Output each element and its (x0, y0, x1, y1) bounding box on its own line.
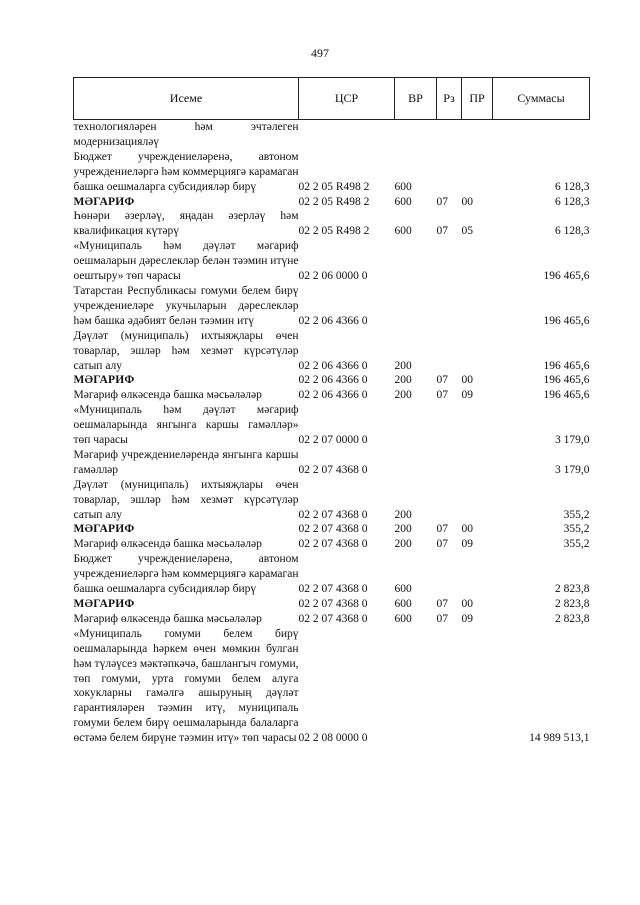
cell-name: Мәгариф өлкәсендә башка мәсьәләләр (73, 389, 262, 402)
cell-pr: 05 (461, 225, 473, 238)
cell-name: «Муниципаль һәм дәүләт мәгариф оешмаларында янгынга каршы гамәлләр» төп чарасы (73, 404, 299, 447)
cell-sum: 14 989 513,1 (529, 732, 590, 745)
table-row (74, 239, 590, 284)
page-number: 497 (311, 46, 329, 60)
header-pr: ПР (462, 78, 493, 120)
cell-sum: 6 128,3 (555, 195, 590, 208)
header-sum: Суммасы (493, 78, 590, 120)
cell-vr: 600 (394, 180, 412, 193)
cell-sum: 6 128,3 (555, 180, 590, 193)
table-header-row (74, 78, 590, 120)
cell-vr: 200 (394, 508, 412, 521)
cell-sum: 196 465,6 (543, 359, 590, 372)
cell-name: МӘГАРИФ (73, 374, 135, 387)
cell-vr (395, 120, 437, 150)
cell-vr: 600 (394, 225, 412, 238)
cell-name: Мәгариф учреждениеләрендә янгынга каршы гамәлләр (73, 448, 299, 476)
cell-rz: 07 (436, 195, 448, 208)
cell-pr: 00 (461, 374, 473, 387)
cell-rz: 07 (436, 389, 448, 402)
cell-pr (462, 403, 493, 448)
cell-vr (395, 403, 437, 448)
cell-vr: 600 (394, 583, 412, 596)
cell-rz: 07 (436, 612, 448, 625)
cell-csr: 02 2 06 0000 0 (298, 270, 368, 283)
cell-csr: 02 2 07 4368 0 (298, 508, 368, 521)
cell-name: Бюджет учреждениеләренә, автоном учреждениеләргә һәм коммерциягә карамаган башка оешмаларга субсидияләр бирү (73, 150, 299, 193)
cell-pr (462, 150, 493, 195)
cell-pr (462, 329, 493, 374)
cell-name: МӘГАРИФ (73, 195, 135, 208)
cell-rz: 07 (436, 374, 448, 387)
table-row (74, 329, 590, 374)
cell-name: Мәгариф өлкәсендә башка мәсьәләләр (73, 538, 262, 551)
cell-vr (395, 239, 437, 284)
cell-name: Һөнәри әзерләү, яңадан әзерләү һәм квалификация күтәрү (73, 210, 299, 238)
cell-name: технологияләрен һәм эчтәлеген модернизацияләү (73, 121, 299, 148)
cell-sum: 355,2 (563, 538, 590, 551)
cell-sum: 196 465,6 (543, 314, 590, 327)
table-row (74, 597, 590, 612)
header-name: Исеме (74, 78, 299, 120)
table-row (74, 150, 590, 195)
cell-sum: 2 823,8 (555, 583, 590, 596)
cell-rz (437, 552, 462, 597)
cell-sum: 2 823,8 (555, 598, 590, 610)
cell-csr: 02 2 06 4366 0 (298, 374, 368, 387)
cell-sum: 3 179,0 (555, 463, 590, 476)
table-row (74, 522, 590, 537)
table-row (74, 448, 590, 478)
table-row (74, 537, 590, 552)
cell-csr: 02 2 05 R498 2 (298, 225, 370, 238)
cell-rz (437, 329, 462, 374)
cell-csr: 02 2 06 4366 0 (298, 314, 368, 327)
cell-pr: 09 (461, 538, 473, 551)
cell-sum: 2 823,8 (555, 612, 590, 625)
cell-csr: 02 2 07 4368 0 (298, 612, 368, 625)
cell-pr: 09 (461, 389, 473, 402)
cell-sum: 355,2 (563, 523, 590, 536)
header-csr: ЦСР (299, 78, 395, 120)
cell-sum: 6 128,3 (555, 225, 590, 238)
cell-vr: 200 (394, 374, 412, 387)
cell-csr: 02 2 07 4368 0 (298, 598, 368, 610)
table-row (74, 552, 590, 597)
cell-pr: 09 (461, 612, 473, 625)
cell-sum: 355,2 (563, 508, 590, 521)
cell-name: «Муниципаль һәм дәүләт мәгариф оешмаларын дәреслекләр белән тәэмин итүне оештыру» төп чарасы (73, 240, 299, 283)
cell-rz: 07 (436, 523, 448, 536)
cell-vr: 200 (394, 523, 412, 536)
cell-sum: 196 465,6 (543, 374, 590, 387)
cell-rz (437, 150, 462, 195)
table-row (74, 209, 590, 239)
cell-csr: 02 2 06 4366 0 (298, 359, 368, 372)
cell-pr (462, 239, 493, 284)
cell-pr (462, 448, 493, 478)
cell-rz (437, 627, 462, 746)
cell-rz (437, 239, 462, 284)
cell-pr (462, 552, 493, 597)
cell-pr (462, 478, 493, 523)
header-vr: ВР (395, 78, 437, 120)
cell-csr: 02 2 06 4366 0 (298, 389, 368, 402)
cell-csr: 02 2 07 4368 0 (298, 538, 368, 551)
cell-rz (437, 120, 462, 150)
table-row (74, 388, 590, 403)
cell-name: «Муниципаль гомуми белем бирү оешмаларында һәркем өчен мөмкин булган һәм түләүсез мәктәпкәчә, башлангыч гомуми, төп гомуми, урта гомуми белем алуга хокукларны гамәлгә ашыруның дәүләт гарантияләрен тәэмин итү, муниципаль гомуми белем бирү оешмаларында балаларга өстәмә белем бирүне тәэмин итү» төп чарасы (73, 627, 299, 745)
cell-pr: 00 (461, 195, 473, 208)
header-rz: Рз (437, 78, 462, 120)
cell-rz: 07 (436, 538, 448, 551)
cell-rz: 07 (436, 598, 448, 610)
table-row (74, 195, 590, 210)
cell-csr: 02 2 07 4368 0 (298, 463, 368, 476)
cell-sum: 196 465,6 (543, 270, 590, 283)
cell-vr: 600 (394, 195, 412, 208)
cell-name: Дәүләт (муниципаль) ихтыяҗлары өчен товарлар, эшләр һәм хезмәт күрсәтүләр сатып алу (73, 329, 299, 372)
cell-vr (395, 448, 437, 478)
cell-pr (462, 120, 493, 150)
table-row (74, 403, 590, 448)
cell-name: Дәүләт (муниципаль) ихтыяҗлары өчен товарлар, эшләр һәм хезмәт күрсәтүләр сатып алу (73, 478, 299, 521)
budget-table (73, 77, 590, 746)
cell-name: МӘГАРИФ (73, 598, 135, 610)
cell-vr: 200 (394, 359, 412, 372)
cell-rz (437, 403, 462, 448)
cell-vr: 200 (394, 538, 412, 551)
cell-pr (462, 627, 493, 746)
cell-csr: 02 2 07 4368 0 (298, 523, 368, 536)
table-row (74, 284, 590, 329)
cell-name: Мәгариф өлкәсендә башка мәсьәләләр (73, 612, 262, 625)
table-body (74, 120, 590, 747)
cell-vr: 600 (394, 598, 412, 610)
cell-vr: 200 (394, 389, 412, 402)
cell-pr: 00 (461, 523, 473, 536)
cell-vr: 600 (394, 612, 412, 625)
cell-pr: 00 (461, 598, 473, 610)
cell-name: МӘГАРИФ (73, 523, 135, 536)
table-row (74, 627, 590, 746)
cell-rz (437, 448, 462, 478)
cell-sum: 196 465,6 (543, 389, 590, 402)
cell-csr: 02 2 05 R498 2 (298, 195, 370, 208)
cell-sum (493, 120, 590, 150)
cell-csr: 02 2 07 0000 0 (298, 434, 368, 447)
cell-csr: 02 2 05 R498 2 (298, 180, 370, 193)
table-row (74, 373, 590, 388)
cell-rz (437, 284, 462, 329)
cell-rz (437, 478, 462, 523)
cell-sum: 3 179,0 (555, 434, 590, 447)
cell-name: Бюджет учреждениеләренә, автоном учреждениеләргә һәм коммерциягә карамаган башка оешмаларга субсидияләр бирү (73, 553, 299, 596)
cell-csr (299, 120, 395, 150)
cell-csr: 02 2 07 4368 0 (298, 583, 368, 596)
cell-pr (462, 284, 493, 329)
cell-rz: 07 (436, 225, 448, 238)
table-row (74, 120, 590, 150)
table-row (74, 478, 590, 523)
cell-vr (395, 284, 437, 329)
cell-vr (395, 627, 437, 746)
cell-csr: 02 2 08 0000 0 (298, 732, 368, 745)
cell-name: Татарстан Республикасы гомуми белем бирү учреждениеләре укучыларын дәреслекләр һәм башка әдәбият белән тәэмин итү (73, 284, 299, 327)
table-row (74, 612, 590, 627)
